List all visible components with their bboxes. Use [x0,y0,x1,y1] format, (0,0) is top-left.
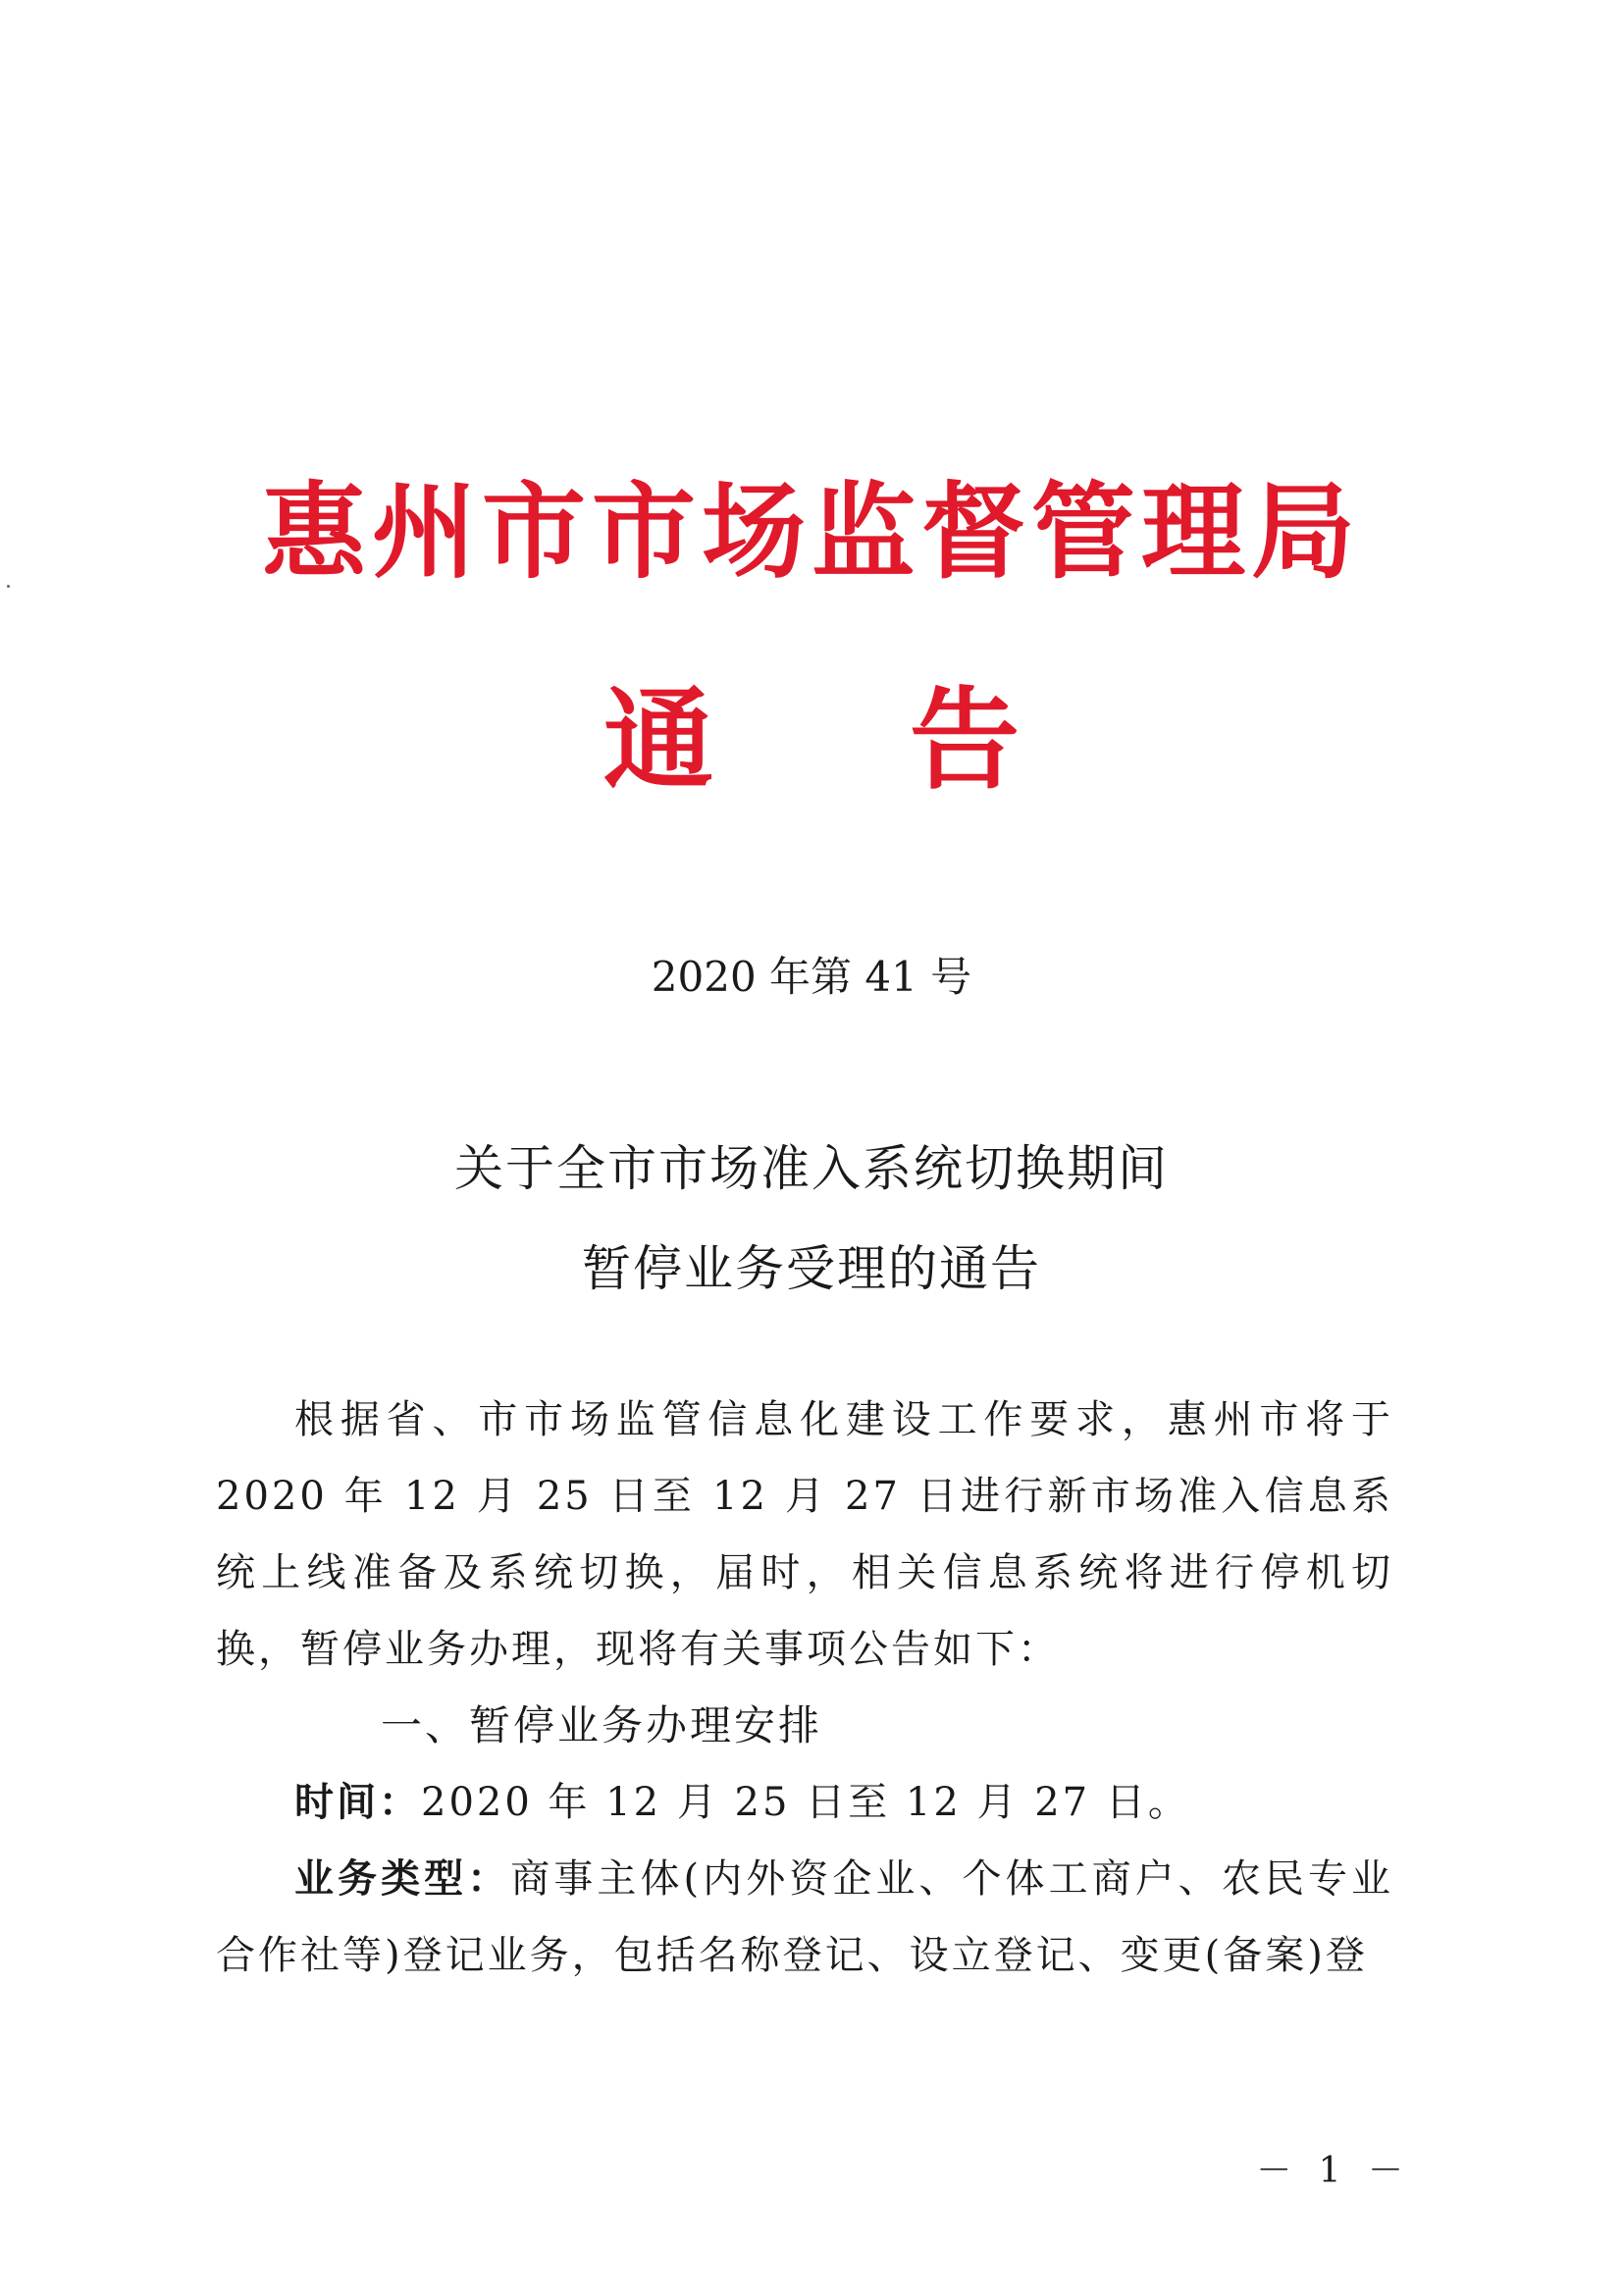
business-type-paragraph [216,1841,1393,1994]
business-type-label: 业务类型： [294,1856,511,1902]
subject-line-1: 关于全市市场准入系统切换期间 [454,1140,1169,1197]
doc-type-char-1: 通 [603,677,713,805]
doc-type-char-2: 告 [910,677,1020,805]
time-paragraph [216,1764,1393,1841]
document-number: 2020 年第 41 号 [651,953,972,1001]
business-type-value: 商事主体(内外资企业、个体工商户、农民专业合作社等)登记业务，包括名称登记、设立登记、变更(备案)登 [216,1856,1393,1978]
subject-line-2: 暂停业务受理的通告 [582,1240,1041,1297]
time-value: 2020 年 12 月 25 日至 12 月 27 日。 [421,1780,1190,1825]
notice-subject [0,1119,1623,1319]
document-type-title [0,677,1623,805]
section-heading-1: 一、暂停业务办理安排 [381,1701,823,1749]
intro-paragraph: 根据省、市市场监管信息化建设工作要求，惠州市将于 2020 年 12 月 25 日至 12 月 27 日进行新市场准入信息系统上线准备及系统切换，届时，相关信息系统将进行停机切换，暂停业务办理，现将有关事项公告如下： [216,1397,1393,1672]
agency-title: 惠州市市场监督管理局 [262,472,1361,593]
time-label: 时间： [294,1780,421,1825]
notice-body [216,1382,1393,1994]
page-number: － 1 － [1256,2151,1411,2191]
